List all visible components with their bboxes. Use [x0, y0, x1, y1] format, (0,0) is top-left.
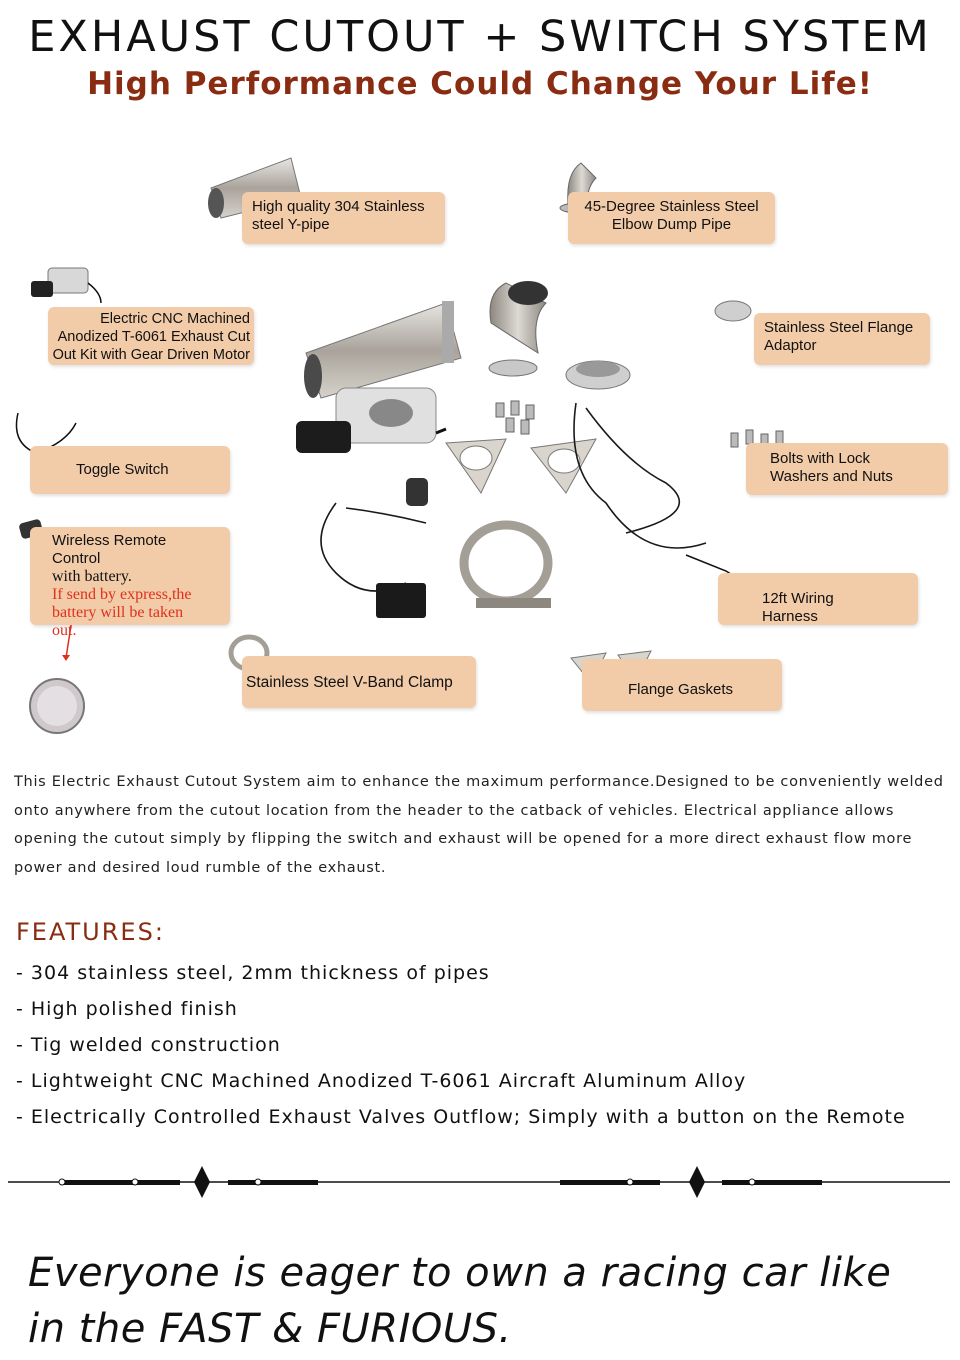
feature-item: - 304 stainless steel, 2mm thickness of pipes	[16, 962, 490, 984]
label-wiring: 12ft Wiring Harness	[718, 573, 918, 625]
flange-icon	[566, 361, 630, 389]
vband-clamp-icon	[464, 525, 551, 608]
slogan	[28, 1245, 948, 1357]
label-gaskets: Flange Gaskets	[582, 659, 782, 711]
remote-battery: with battery.	[52, 568, 132, 585]
ornament-divider	[0, 1160, 960, 1204]
cnc-kit-thumb-icon	[31, 268, 101, 303]
label-elbow: 45-Degree Stainless Steel Elbow Dump Pipe	[568, 192, 775, 244]
label-y-pipe: High quality 304 Stainless steel Y-pipe	[242, 192, 445, 244]
diamond-ornament-icon	[194, 1166, 210, 1198]
feature-item: - Electrically Controlled Exhaust Valves Outflow; Simply with a button on the Remote	[16, 1106, 906, 1128]
label-bolts: Bolts with Lock Washers and Nuts	[746, 443, 948, 495]
cutout-valve-icon	[296, 388, 446, 453]
label-remote	[30, 527, 230, 639]
key-fob-icon	[406, 478, 428, 506]
controller-box-icon	[376, 583, 426, 618]
remote-title: Wireless Remote Control	[52, 532, 167, 567]
elbow-pipe-icon	[489, 281, 548, 376]
product-figure	[6, 143, 950, 745]
label-flange-adaptor: Stainless Steel Flange Adaptor	[754, 313, 930, 365]
features-list	[16, 958, 906, 1138]
remote-note: If send by express,the battery will be taken out.	[52, 586, 192, 639]
feature-item: - High polished finish	[16, 998, 238, 1020]
page-subtitle: High Performance Could Change Your Life!	[87, 66, 873, 102]
diamond-ornament-icon	[689, 1166, 705, 1198]
label-cnc-kit: Electric CNC Machined Anodized T-6061 Exhaust Cut Out Kit with Gear Driven Motor	[48, 307, 254, 365]
bolts-icon	[496, 401, 534, 434]
label-toggle-switch: Toggle Switch	[30, 446, 230, 494]
slogan-line-1: Everyone is eager to own a racing car like	[28, 1250, 892, 1296]
main-pipe-icon	[304, 301, 461, 398]
flange-adaptor-thumb-icon	[715, 301, 751, 321]
gaskets-icon	[446, 439, 596, 493]
label-vband: Stainless Steel V-Band Clamp	[242, 656, 476, 708]
product-description: This Electric Exhaust Cutout System aim to enhance the maximum performance.Designed to be conveniently welded onto anywhere from the cutout location from the header to the catback of vehicles. Electrical appliance allows opening the cutout simply by flipping the switch and exhaust will be opened for a more direct exhaust flow more power and desired loud rumble of the exhaust.	[14, 774, 944, 876]
slogan-line-2: in the FAST & FURIOUS.	[28, 1306, 512, 1352]
feature-item: - Lightweight CNC Machined Anodized T-6061 Aircraft Aluminum Alloy	[16, 1070, 747, 1092]
feature-item: - Tig welded construction	[16, 1034, 281, 1056]
page-title: EXHAUST CUTOUT + SWITCH SYSTEM	[28, 12, 932, 62]
features-heading: FEATURES:	[16, 918, 165, 946]
